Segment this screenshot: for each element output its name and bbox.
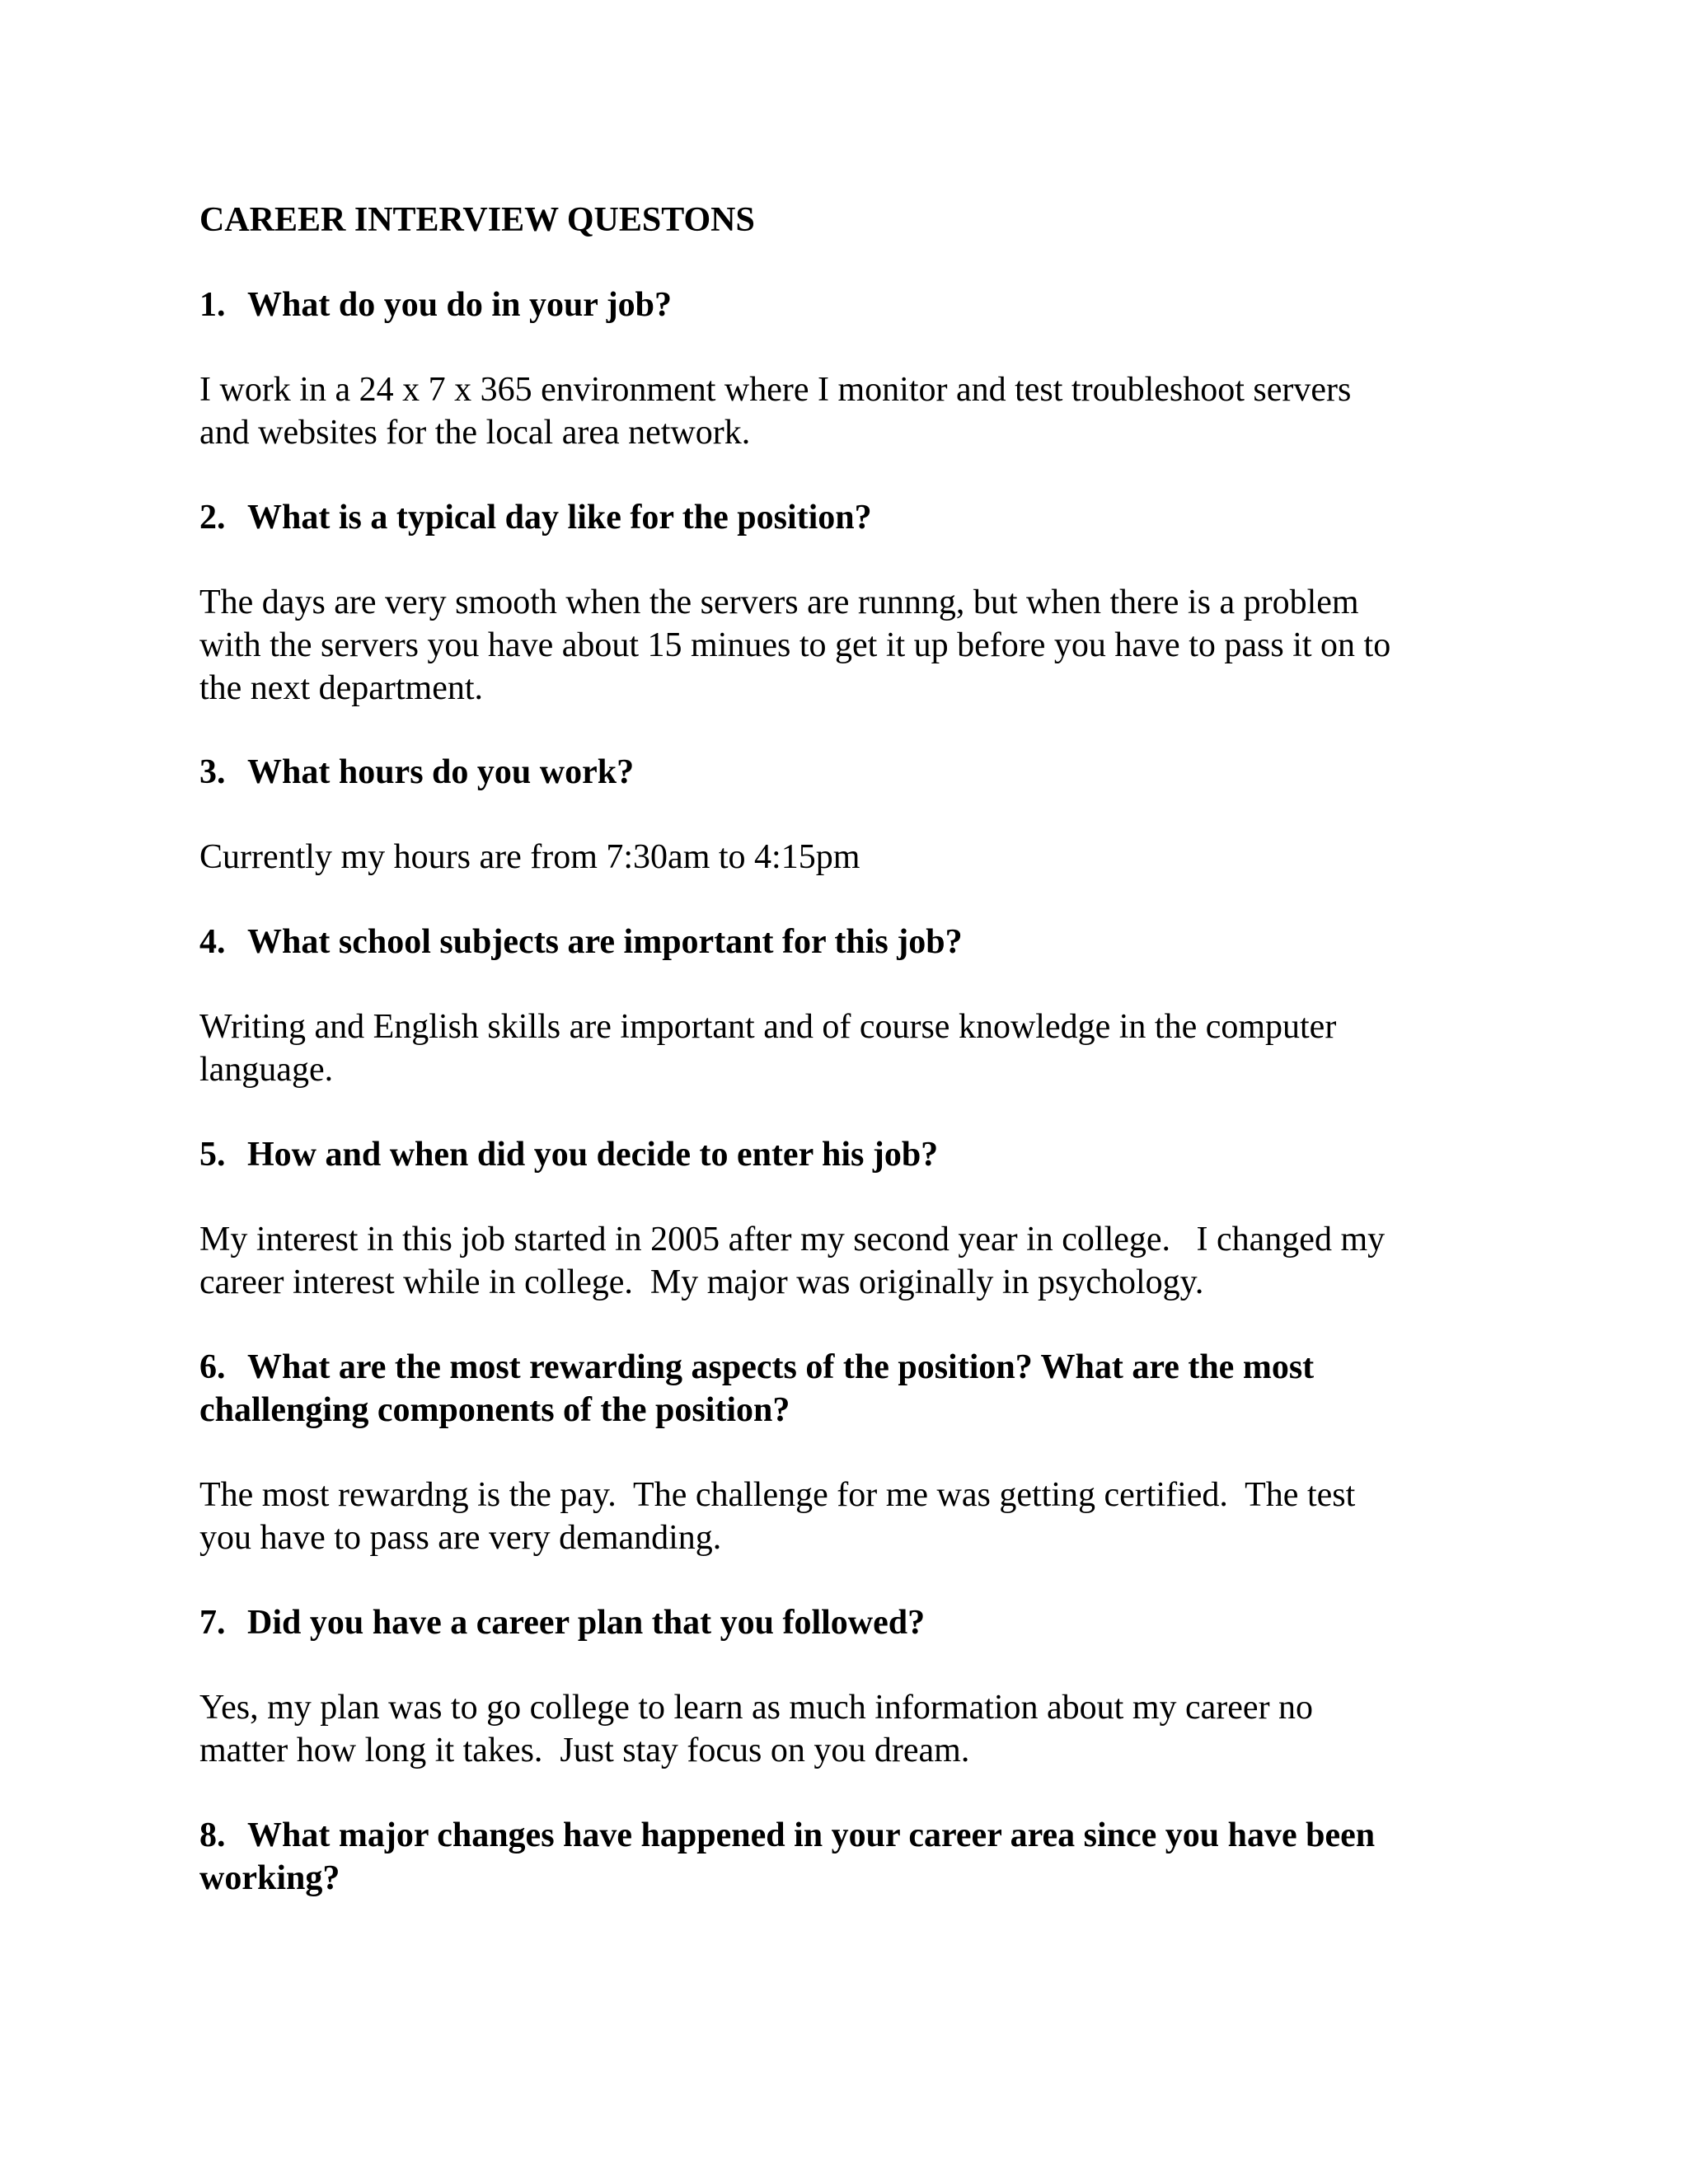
answer-1-line-1: I work in a 24 x 7 x 365 environment where I monitor and test troubleshoot servers [199, 371, 1352, 409]
answer-5-line-2: career interest while in college. My major was originally in psychology. [199, 1263, 1204, 1301]
question-6-line-2: challenging components of the position? [199, 1391, 790, 1429]
question-text: What do you do in your job? [247, 286, 673, 324]
answer-6-line-2: you have to pass are very demanding. [199, 1519, 722, 1557]
question-1 [199, 284, 672, 326]
question-number: 8. [199, 1816, 226, 1854]
question-text: What is a typical day like for the position? [247, 499, 872, 537]
question-number: 1. [199, 286, 226, 324]
question-text: How and when did you decide to enter his job? [247, 1136, 939, 1174]
question-text: Did you have a career plan that you followed? [247, 1604, 926, 1642]
question-number: 2. [199, 499, 226, 537]
answer-1-line-2: and websites for the local area network. [199, 414, 751, 452]
answer-4-line-1: Writing and English skills are important and of course knowledge in the computer [199, 1008, 1337, 1046]
question-8-line-2: working? [199, 1859, 340, 1897]
question-7 [199, 1601, 925, 1644]
question-number: 4. [199, 923, 226, 961]
answer-2-line-1: The days are very smooth when the servers are runnng, but when there is a problem [199, 583, 1359, 621]
question-4 [199, 921, 963, 963]
answer-5-line-1: My interest in this job started in 2005 after my second year in college. I changed my [199, 1221, 1386, 1258]
question-3 [199, 751, 634, 794]
question-2 [199, 496, 872, 539]
question-8-line-1 [199, 1814, 1375, 1857]
question-text: What major changes have happened in your career area since you have been [247, 1816, 1376, 1854]
question-text: What are the most rewarding aspects of the position? What are the most [247, 1348, 1315, 1386]
answer-2-line-2: with the servers you have about 15 minues to get it up before you have to pass it on to [199, 626, 1391, 664]
answer-7-line-2: matter how long it takes. Just stay focus on you dream. [199, 1732, 970, 1769]
document-title: CAREER INTERVIEW QUESTONS [199, 201, 755, 239]
question-number: 3. [199, 753, 226, 791]
answer-3-line-1: Currently my hours are from 7:30am to 4:15pm [199, 838, 860, 876]
question-text: What school subjects are important for this job? [247, 923, 963, 961]
question-number: 6. [199, 1348, 226, 1386]
answer-7-line-1: Yes, my plan was to go college to learn as much information about my career no [199, 1689, 1314, 1727]
answer-4-line-2: language. [199, 1051, 334, 1089]
question-number: 7. [199, 1604, 226, 1642]
question-6-line-1 [199, 1346, 1314, 1389]
answer-6-line-1: The most rewardng is the pay. The challenge for me was getting certified. The test [199, 1476, 1356, 1514]
answer-2-line-3: the next department. [199, 669, 484, 707]
question-text: What hours do you work? [247, 753, 635, 791]
question-5 [199, 1133, 938, 1176]
question-number: 5. [199, 1136, 226, 1174]
